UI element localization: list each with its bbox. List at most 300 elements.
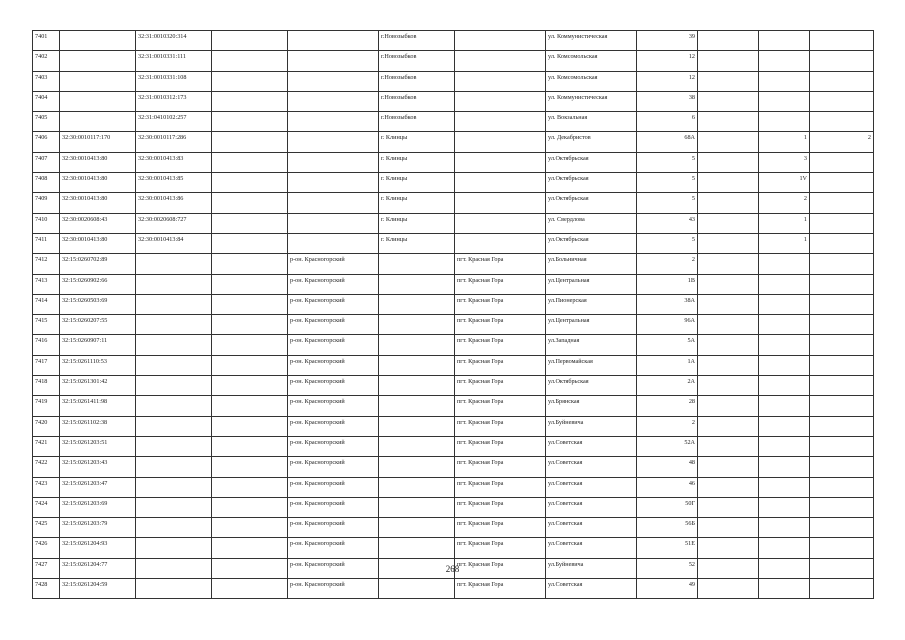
row-number-cell: 7408 bbox=[33, 173, 60, 193]
row-number-cell: 7419 bbox=[33, 396, 60, 416]
flat-cell bbox=[810, 193, 874, 213]
blank-cell bbox=[698, 213, 759, 233]
blank-cell bbox=[212, 315, 288, 335]
blank-cell bbox=[212, 274, 288, 294]
building-cell bbox=[759, 497, 810, 517]
district-cell: р-он. Красногорский bbox=[288, 254, 379, 274]
cadastral-parcel-cell bbox=[60, 91, 136, 111]
table-body bbox=[33, 31, 874, 599]
row-number-cell: 7411 bbox=[33, 233, 60, 253]
cadastral-building-cell: 32:31:0010331:111 bbox=[136, 51, 212, 71]
row-number-cell: 7428 bbox=[33, 579, 60, 599]
district-cell: р-он. Красногорский bbox=[288, 315, 379, 335]
blank-cell bbox=[698, 294, 759, 314]
blank-cell bbox=[212, 538, 288, 558]
blank-cell bbox=[212, 477, 288, 497]
building-cell bbox=[759, 457, 810, 477]
flat-cell bbox=[810, 274, 874, 294]
table-row bbox=[33, 335, 874, 355]
building-cell bbox=[759, 355, 810, 375]
blank-cell bbox=[698, 355, 759, 375]
table-row bbox=[33, 457, 874, 477]
flat-cell bbox=[810, 335, 874, 355]
building-cell bbox=[759, 91, 810, 111]
flat-cell bbox=[810, 579, 874, 599]
row-number-cell: 7425 bbox=[33, 518, 60, 538]
table-row bbox=[33, 193, 874, 213]
blank-cell bbox=[212, 376, 288, 396]
house-number-cell: 5 bbox=[637, 193, 698, 213]
table-row bbox=[33, 254, 874, 274]
house-number-cell: 43 bbox=[637, 213, 698, 233]
cadastral-building-cell bbox=[136, 457, 212, 477]
blank-cell bbox=[698, 71, 759, 91]
cadastral-building-cell bbox=[136, 315, 212, 335]
house-number-cell: 50Г bbox=[637, 497, 698, 517]
cadastral-building-cell bbox=[136, 518, 212, 538]
flat-cell bbox=[810, 233, 874, 253]
district-cell: р-он. Красногорский bbox=[288, 396, 379, 416]
row-number-cell: 7421 bbox=[33, 436, 60, 456]
building-cell bbox=[759, 71, 810, 91]
cadastral-parcel-cell: 32:15:0261110:53 bbox=[60, 355, 136, 375]
building-cell: 1 bbox=[759, 213, 810, 233]
house-number-cell: 49 bbox=[637, 579, 698, 599]
blank-cell bbox=[698, 274, 759, 294]
table-row bbox=[33, 71, 874, 91]
cadastral-parcel-cell bbox=[60, 51, 136, 71]
cadastral-building-cell: 32:30:0010117:286 bbox=[136, 132, 212, 152]
house-number-cell: 38 bbox=[637, 91, 698, 111]
table-row bbox=[33, 497, 874, 517]
settlement-cell: пгт. Красная Гора bbox=[455, 457, 546, 477]
district-cell: р-он. Красногорский bbox=[288, 274, 379, 294]
flat-cell bbox=[810, 538, 874, 558]
street-cell: ул.Советская bbox=[546, 457, 637, 477]
flat-cell bbox=[810, 396, 874, 416]
house-number-cell: 68А bbox=[637, 132, 698, 152]
blank-cell bbox=[212, 193, 288, 213]
house-number-cell: 1В bbox=[637, 274, 698, 294]
table-row bbox=[33, 315, 874, 335]
cadastral-building-cell: 32:30:0010413:83 bbox=[136, 152, 212, 172]
street-cell: ул.Первомайская bbox=[546, 355, 637, 375]
house-number-cell: 51Е bbox=[637, 538, 698, 558]
building-cell: 3 bbox=[759, 152, 810, 172]
street-cell: ул. Коммунистическая bbox=[546, 91, 637, 111]
table-row bbox=[33, 91, 874, 111]
street-cell: ул. Комсомольская bbox=[546, 71, 637, 91]
building-cell: 1V bbox=[759, 173, 810, 193]
blank-cell bbox=[698, 477, 759, 497]
row-number-cell: 7423 bbox=[33, 477, 60, 497]
district-cell bbox=[288, 213, 379, 233]
table-row bbox=[33, 518, 874, 538]
blank-cell bbox=[212, 497, 288, 517]
city-cell: г.Новозыбков bbox=[379, 112, 455, 132]
district-cell bbox=[288, 173, 379, 193]
table-row bbox=[33, 416, 874, 436]
city-cell: г.Новозыбков bbox=[379, 91, 455, 111]
district-cell: р-он. Красногорский bbox=[288, 376, 379, 396]
settlement-cell: пгт. Красная Гора bbox=[455, 558, 546, 578]
settlement-cell bbox=[455, 51, 546, 71]
blank-cell bbox=[698, 396, 759, 416]
cadastral-building-cell: 32:31:0010312:173 bbox=[136, 91, 212, 111]
table-row bbox=[33, 294, 874, 314]
street-cell: ул. Вокзальная bbox=[546, 112, 637, 132]
blank-cell bbox=[698, 315, 759, 335]
table-row bbox=[33, 376, 874, 396]
blank-cell bbox=[698, 254, 759, 274]
row-number-cell: 7407 bbox=[33, 152, 60, 172]
building-cell: 1 bbox=[759, 132, 810, 152]
flat-cell bbox=[810, 518, 874, 538]
blank-cell bbox=[698, 518, 759, 538]
house-number-cell: 48 bbox=[637, 457, 698, 477]
street-cell: ул.Октябрьская bbox=[546, 376, 637, 396]
cadastral-building-cell bbox=[136, 477, 212, 497]
building-cell bbox=[759, 274, 810, 294]
blank-cell bbox=[212, 457, 288, 477]
building-cell bbox=[759, 538, 810, 558]
flat-cell bbox=[810, 477, 874, 497]
city-cell bbox=[379, 274, 455, 294]
district-cell bbox=[288, 51, 379, 71]
cadastral-parcel-cell: 32:15:0261203:69 bbox=[60, 497, 136, 517]
street-cell: ул.Центральная bbox=[546, 315, 637, 335]
settlement-cell bbox=[455, 152, 546, 172]
street-cell: ул.Октябрьская bbox=[546, 233, 637, 253]
cadastral-parcel-cell: 32:30:0010413:80 bbox=[60, 152, 136, 172]
building-cell bbox=[759, 51, 810, 71]
house-number-cell: 5 bbox=[637, 233, 698, 253]
cadastral-parcel-cell bbox=[60, 31, 136, 51]
blank-cell bbox=[698, 51, 759, 71]
row-number-cell: 7412 bbox=[33, 254, 60, 274]
house-number-cell: 12 bbox=[637, 71, 698, 91]
row-number-cell: 7418 bbox=[33, 376, 60, 396]
row-number-cell: 7416 bbox=[33, 335, 60, 355]
district-cell: р-он. Красногорский bbox=[288, 518, 379, 538]
house-number-cell: 38А bbox=[637, 294, 698, 314]
street-cell: ул.Центральная bbox=[546, 274, 637, 294]
district-cell: р-он. Красногорский bbox=[288, 355, 379, 375]
cadastral-parcel-cell: 32:15:0261204:77 bbox=[60, 558, 136, 578]
cadastral-building-cell bbox=[136, 416, 212, 436]
cadastral-building-cell bbox=[136, 436, 212, 456]
cadastral-building-cell: 32:30:0010413:85 bbox=[136, 173, 212, 193]
district-cell bbox=[288, 193, 379, 213]
street-cell: ул.Буйневича bbox=[546, 416, 637, 436]
settlement-cell: пгт. Красная Гора bbox=[455, 477, 546, 497]
district-cell bbox=[288, 112, 379, 132]
street-cell: ул. Коммунистическая bbox=[546, 31, 637, 51]
blank-cell bbox=[212, 213, 288, 233]
table-row bbox=[33, 538, 874, 558]
city-cell bbox=[379, 477, 455, 497]
settlement-cell: пгт. Красная Гора bbox=[455, 355, 546, 375]
settlement-cell: пгт. Красная Гора bbox=[455, 538, 546, 558]
street-cell: ул.Брянская bbox=[546, 396, 637, 416]
table-row bbox=[33, 132, 874, 152]
table-row bbox=[33, 213, 874, 233]
settlement-cell bbox=[455, 173, 546, 193]
cadastral-building-cell bbox=[136, 376, 212, 396]
district-cell: р-он. Красногорский bbox=[288, 579, 379, 599]
blank-cell bbox=[698, 436, 759, 456]
blank-cell bbox=[698, 416, 759, 436]
blank-cell bbox=[212, 233, 288, 253]
district-cell bbox=[288, 31, 379, 51]
blank-cell bbox=[698, 497, 759, 517]
row-number-cell: 7426 bbox=[33, 538, 60, 558]
house-number-cell: 2 bbox=[637, 254, 698, 274]
table-row bbox=[33, 233, 874, 253]
flat-cell bbox=[810, 355, 874, 375]
flat-cell bbox=[810, 254, 874, 274]
row-number-cell: 7414 bbox=[33, 294, 60, 314]
blank-cell bbox=[698, 112, 759, 132]
city-cell bbox=[379, 254, 455, 274]
blank-cell bbox=[212, 579, 288, 599]
flat-cell bbox=[810, 436, 874, 456]
city-cell bbox=[379, 396, 455, 416]
district-cell: р-он. Красногорский bbox=[288, 436, 379, 456]
house-number-cell: 2 bbox=[637, 416, 698, 436]
settlement-cell bbox=[455, 71, 546, 91]
cadastral-parcel-cell: 32:15:0260503:69 bbox=[60, 294, 136, 314]
building-cell: 2 bbox=[759, 193, 810, 213]
house-number-cell: 5 bbox=[637, 152, 698, 172]
district-cell bbox=[288, 233, 379, 253]
row-number-cell: 7413 bbox=[33, 274, 60, 294]
building-cell bbox=[759, 112, 810, 132]
settlement-cell: пгт. Красная Гора bbox=[455, 335, 546, 355]
district-cell: р-он. Красногорский bbox=[288, 294, 379, 314]
house-number-cell: 5 bbox=[637, 173, 698, 193]
house-number-cell: 6 bbox=[637, 112, 698, 132]
table-row bbox=[33, 173, 874, 193]
row-number-cell: 7404 bbox=[33, 91, 60, 111]
cadastral-parcel-cell: 32:15:0261203:79 bbox=[60, 518, 136, 538]
row-number-cell: 7415 bbox=[33, 315, 60, 335]
settlement-cell: пгт. Красная Гора bbox=[455, 254, 546, 274]
row-number-cell: 7424 bbox=[33, 497, 60, 517]
house-number-cell: 28 bbox=[637, 396, 698, 416]
settlement-cell: пгт. Красная Гора bbox=[455, 497, 546, 517]
street-cell: ул.Октябрьская bbox=[546, 193, 637, 213]
cadastral-parcel-cell: 32:15:0261204:93 bbox=[60, 538, 136, 558]
district-cell bbox=[288, 152, 379, 172]
settlement-cell: пгт. Красная Гора bbox=[455, 396, 546, 416]
cadastral-parcel-cell: 32:15:0261203:43 bbox=[60, 457, 136, 477]
city-cell bbox=[379, 497, 455, 517]
settlement-cell bbox=[455, 193, 546, 213]
cadastral-building-cell bbox=[136, 294, 212, 314]
cadastral-parcel-cell: 32:15:0261411:98 bbox=[60, 396, 136, 416]
street-cell: ул.Советская bbox=[546, 518, 637, 538]
city-cell bbox=[379, 457, 455, 477]
city-cell bbox=[379, 294, 455, 314]
blank-cell bbox=[698, 31, 759, 51]
street-cell: ул.Советская bbox=[546, 477, 637, 497]
row-number-cell: 7406 bbox=[33, 132, 60, 152]
cadastral-parcel-cell: 32:15:0261301:42 bbox=[60, 376, 136, 396]
cadastral-parcel-cell: 32:15:0260902:66 bbox=[60, 274, 136, 294]
table-row bbox=[33, 396, 874, 416]
row-number-cell: 7405 bbox=[33, 112, 60, 132]
row-number-cell: 7422 bbox=[33, 457, 60, 477]
settlement-cell bbox=[455, 213, 546, 233]
flat-cell bbox=[810, 112, 874, 132]
street-cell: ул. Свердлова bbox=[546, 213, 637, 233]
blank-cell bbox=[212, 71, 288, 91]
flat-cell bbox=[810, 31, 874, 51]
city-cell bbox=[379, 315, 455, 335]
district-cell: р-он. Красногорский bbox=[288, 538, 379, 558]
city-cell bbox=[379, 355, 455, 375]
house-number-cell: 56Б bbox=[637, 518, 698, 538]
building-cell bbox=[759, 477, 810, 497]
building-cell bbox=[759, 254, 810, 274]
table-row bbox=[33, 436, 874, 456]
district-cell: р-он. Красногорский bbox=[288, 477, 379, 497]
cadastral-parcel-cell bbox=[60, 71, 136, 91]
blank-cell bbox=[212, 518, 288, 538]
cadastral-parcel-cell: 32:15:0261204:59 bbox=[60, 579, 136, 599]
cadastral-building-cell: 32:31:0010331:108 bbox=[136, 71, 212, 91]
city-cell bbox=[379, 436, 455, 456]
blank-cell bbox=[212, 355, 288, 375]
cadastral-parcel-cell: 32:30:0010413:80 bbox=[60, 233, 136, 253]
settlement-cell: пгт. Красная Гора bbox=[455, 376, 546, 396]
cadastral-building-cell bbox=[136, 538, 212, 558]
street-cell: ул. Комсомольская bbox=[546, 51, 637, 71]
blank-cell bbox=[212, 436, 288, 456]
blank-cell bbox=[212, 416, 288, 436]
house-number-cell: 1А bbox=[637, 355, 698, 375]
settlement-cell bbox=[455, 233, 546, 253]
blank-cell bbox=[212, 112, 288, 132]
city-cell bbox=[379, 376, 455, 396]
row-number-cell: 7427 bbox=[33, 558, 60, 578]
flat-cell bbox=[810, 91, 874, 111]
city-cell bbox=[379, 416, 455, 436]
table-row bbox=[33, 112, 874, 132]
blank-cell bbox=[698, 376, 759, 396]
building-cell bbox=[759, 376, 810, 396]
cadastral-parcel-cell: 32:30:0010413:80 bbox=[60, 173, 136, 193]
blank-cell bbox=[212, 51, 288, 71]
district-cell: р-он. Красногорский bbox=[288, 335, 379, 355]
city-cell: г. Клинцы bbox=[379, 213, 455, 233]
city-cell: г.Новозыбков bbox=[379, 71, 455, 91]
cadastral-parcel-cell bbox=[60, 112, 136, 132]
table-row bbox=[33, 31, 874, 51]
cadastral-building-cell: 32:31:0410102:257 bbox=[136, 112, 212, 132]
street-cell: ул.Буйневича bbox=[546, 558, 637, 578]
building-cell: 1 bbox=[759, 233, 810, 253]
house-number-cell: 96А bbox=[637, 315, 698, 335]
settlement-cell: пгт. Красная Гора bbox=[455, 518, 546, 538]
cadastral-building-cell: 32:31:0010320:314 bbox=[136, 31, 212, 51]
house-number-cell: 2А bbox=[637, 376, 698, 396]
blank-cell bbox=[698, 335, 759, 355]
street-cell: ул.Советская bbox=[546, 497, 637, 517]
flat-cell bbox=[810, 416, 874, 436]
table-row bbox=[33, 152, 874, 172]
city-cell: г. Клинцы bbox=[379, 233, 455, 253]
building-cell bbox=[759, 294, 810, 314]
flat-cell bbox=[810, 152, 874, 172]
flat-cell bbox=[810, 457, 874, 477]
cadastral-parcel-cell: 32:30:0010117:170 bbox=[60, 132, 136, 152]
settlement-cell: пгт. Красная Гора bbox=[455, 294, 546, 314]
row-number-cell: 7403 bbox=[33, 71, 60, 91]
blank-cell bbox=[212, 294, 288, 314]
city-cell: г. Клинцы bbox=[379, 193, 455, 213]
blank-cell bbox=[212, 396, 288, 416]
district-cell bbox=[288, 132, 379, 152]
building-cell bbox=[759, 335, 810, 355]
settlement-cell bbox=[455, 91, 546, 111]
building-cell bbox=[759, 31, 810, 51]
street-cell: ул.Октябрьская bbox=[546, 152, 637, 172]
settlement-cell bbox=[455, 132, 546, 152]
building-cell bbox=[759, 416, 810, 436]
building-cell bbox=[759, 436, 810, 456]
flat-cell bbox=[810, 315, 874, 335]
street-cell: ул.Западная bbox=[546, 335, 637, 355]
district-cell: р-он. Красногорский bbox=[288, 497, 379, 517]
table-row bbox=[33, 355, 874, 375]
cadastral-parcel-cell: 32:15:0261203:51 bbox=[60, 436, 136, 456]
table-row bbox=[33, 274, 874, 294]
cadastral-parcel-cell: 32:30:0010413:80 bbox=[60, 193, 136, 213]
blank-cell bbox=[698, 538, 759, 558]
settlement-cell: пгт. Красная Гора bbox=[455, 579, 546, 599]
flat-cell bbox=[810, 376, 874, 396]
street-cell: ул.Советская bbox=[546, 538, 637, 558]
row-number-cell: 7401 bbox=[33, 31, 60, 51]
blank-cell bbox=[698, 91, 759, 111]
district-cell: р-он. Красногорский bbox=[288, 416, 379, 436]
city-cell: г. Клинцы bbox=[379, 132, 455, 152]
flat-cell bbox=[810, 497, 874, 517]
cadastral-building-cell bbox=[136, 579, 212, 599]
house-number-cell: 5А bbox=[637, 335, 698, 355]
street-cell: ул.Больничная bbox=[546, 254, 637, 274]
city-cell: г.Новозыбков bbox=[379, 31, 455, 51]
blank-cell bbox=[212, 335, 288, 355]
blank-cell bbox=[698, 152, 759, 172]
row-number-cell: 7417 bbox=[33, 355, 60, 375]
blank-cell bbox=[698, 173, 759, 193]
building-cell bbox=[759, 518, 810, 538]
house-number-cell: 52А bbox=[637, 436, 698, 456]
registry-table bbox=[32, 30, 874, 599]
cadastral-building-cell bbox=[136, 274, 212, 294]
house-number-cell: 46 bbox=[637, 477, 698, 497]
street-cell: ул.Советская bbox=[546, 436, 637, 456]
cadastral-building-cell: 32:30:0010413:84 bbox=[136, 233, 212, 253]
page-number: 268 bbox=[445, 564, 460, 574]
blank-cell bbox=[698, 233, 759, 253]
row-number-cell: 7410 bbox=[33, 213, 60, 233]
table-row bbox=[33, 579, 874, 599]
cadastral-parcel-cell: 32:15:0260207:55 bbox=[60, 315, 136, 335]
